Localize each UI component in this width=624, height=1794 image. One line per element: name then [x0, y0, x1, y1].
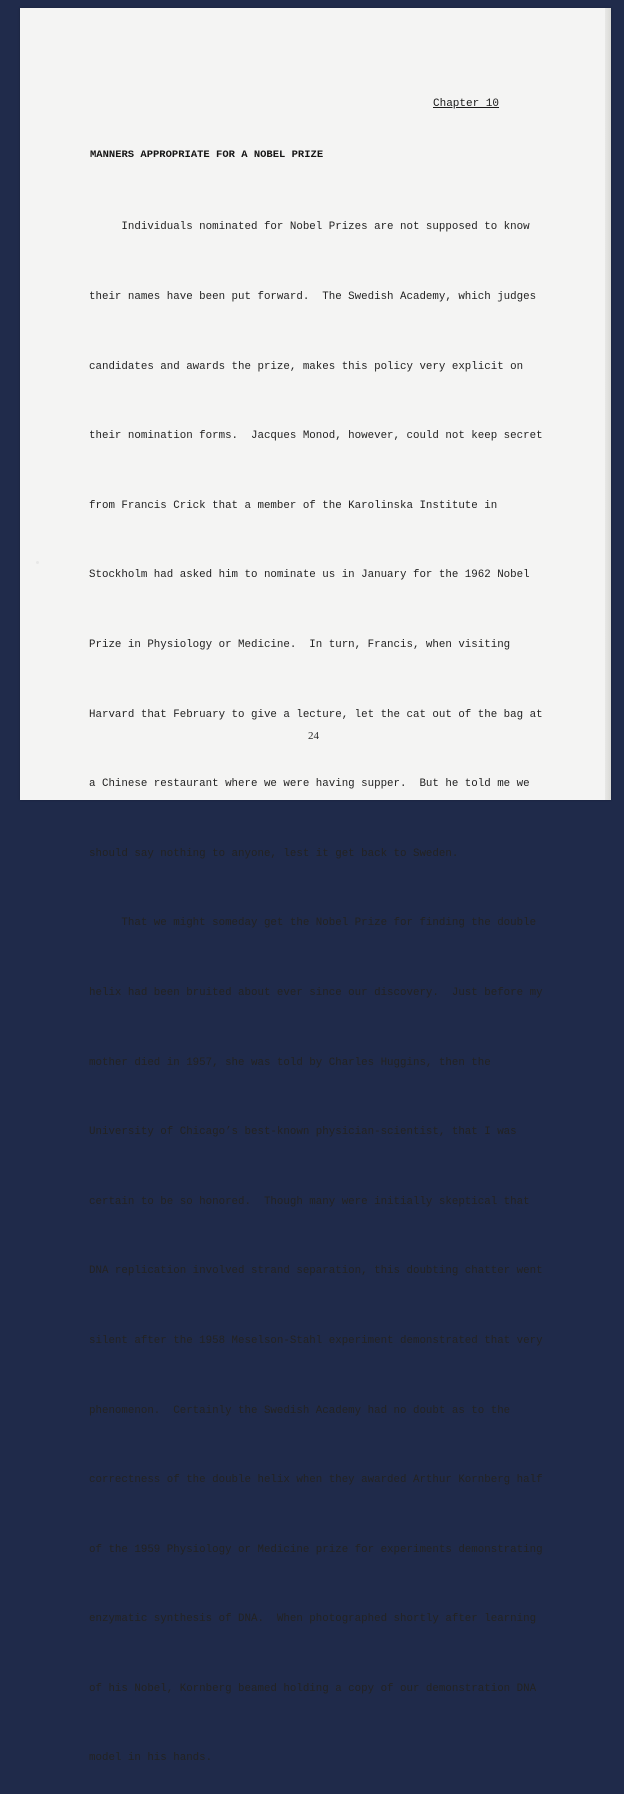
text-line: from Francis Crick that a member of the Karolinska Institute in [89, 499, 498, 512]
chapter-heading: Chapter 10 [433, 98, 500, 110]
text-line: Individuals nominated for Nobel Prizes are not supposed to know [89, 221, 530, 234]
text-line: enzymatic synthesis of DNA. When photographed shortly after learning [89, 1613, 537, 1626]
text-line: candidates and awards the prize, makes this policy very explicit on [89, 360, 524, 373]
page-edge-shadow [605, 8, 611, 800]
paper-mark [36, 561, 39, 564]
text-line: correctness of the double helix when they awarded Arthur Kornberg half [89, 1474, 543, 1487]
page-number: 24 [308, 730, 319, 742]
text-line: That we might someday get the Nobel Prize for finding the double [89, 917, 537, 930]
text-line: University of Chicago’s best-known physician-scientist, that I was [89, 1126, 517, 1139]
text-line: their nomination forms. Jacques Monod, however, could not keep secret [89, 430, 543, 443]
text-line: a Chinese restaurant where we were having supper. But he told me we [89, 778, 530, 791]
body-text [89, 170, 543, 1794]
text-line: Prize in Physiology or Medicine. In turn, Francis, when visiting [89, 638, 511, 651]
text-line: DNA replication involved strand separation, this doubting chatter went [89, 1265, 543, 1278]
text-line: helix had been bruited about ever since our discovery. Just before my [89, 986, 543, 999]
text-line: model in his hands. [89, 1752, 213, 1765]
text-line: silent after the 1958 Meselson-Stahl experiment demonstrated that very [89, 1334, 543, 1347]
text-line: Harvard that February to give a lecture, let the cat out of the bag at [89, 708, 543, 721]
text-line: certain to be so honored. Though many were initially skeptical that [89, 1195, 530, 1208]
text-line: of the 1959 Physiology or Medicine prize for experiments demonstrating [89, 1543, 543, 1556]
text-line: Stockholm had asked him to nominate us in January for the 1962 Nobel [89, 569, 530, 582]
text-line: phenomenon. Certainly the Swedish Academy had no doubt as to the [89, 1404, 511, 1417]
text-line: mother died in 1957, she was told by Charles Huggins, then the [89, 1056, 491, 1069]
text-line: their names have been put forward. The Swedish Academy, which judges [89, 291, 537, 303]
text-line: should say nothing to anyone, lest it get back to Sweden. [89, 847, 459, 860]
text-line: of his Nobel, Kornberg beamed holding a copy of our demonstration DNA [89, 1682, 537, 1695]
section-title: MANNERS APPROPRIATE FOR A NOBEL PRIZE [90, 149, 324, 161]
